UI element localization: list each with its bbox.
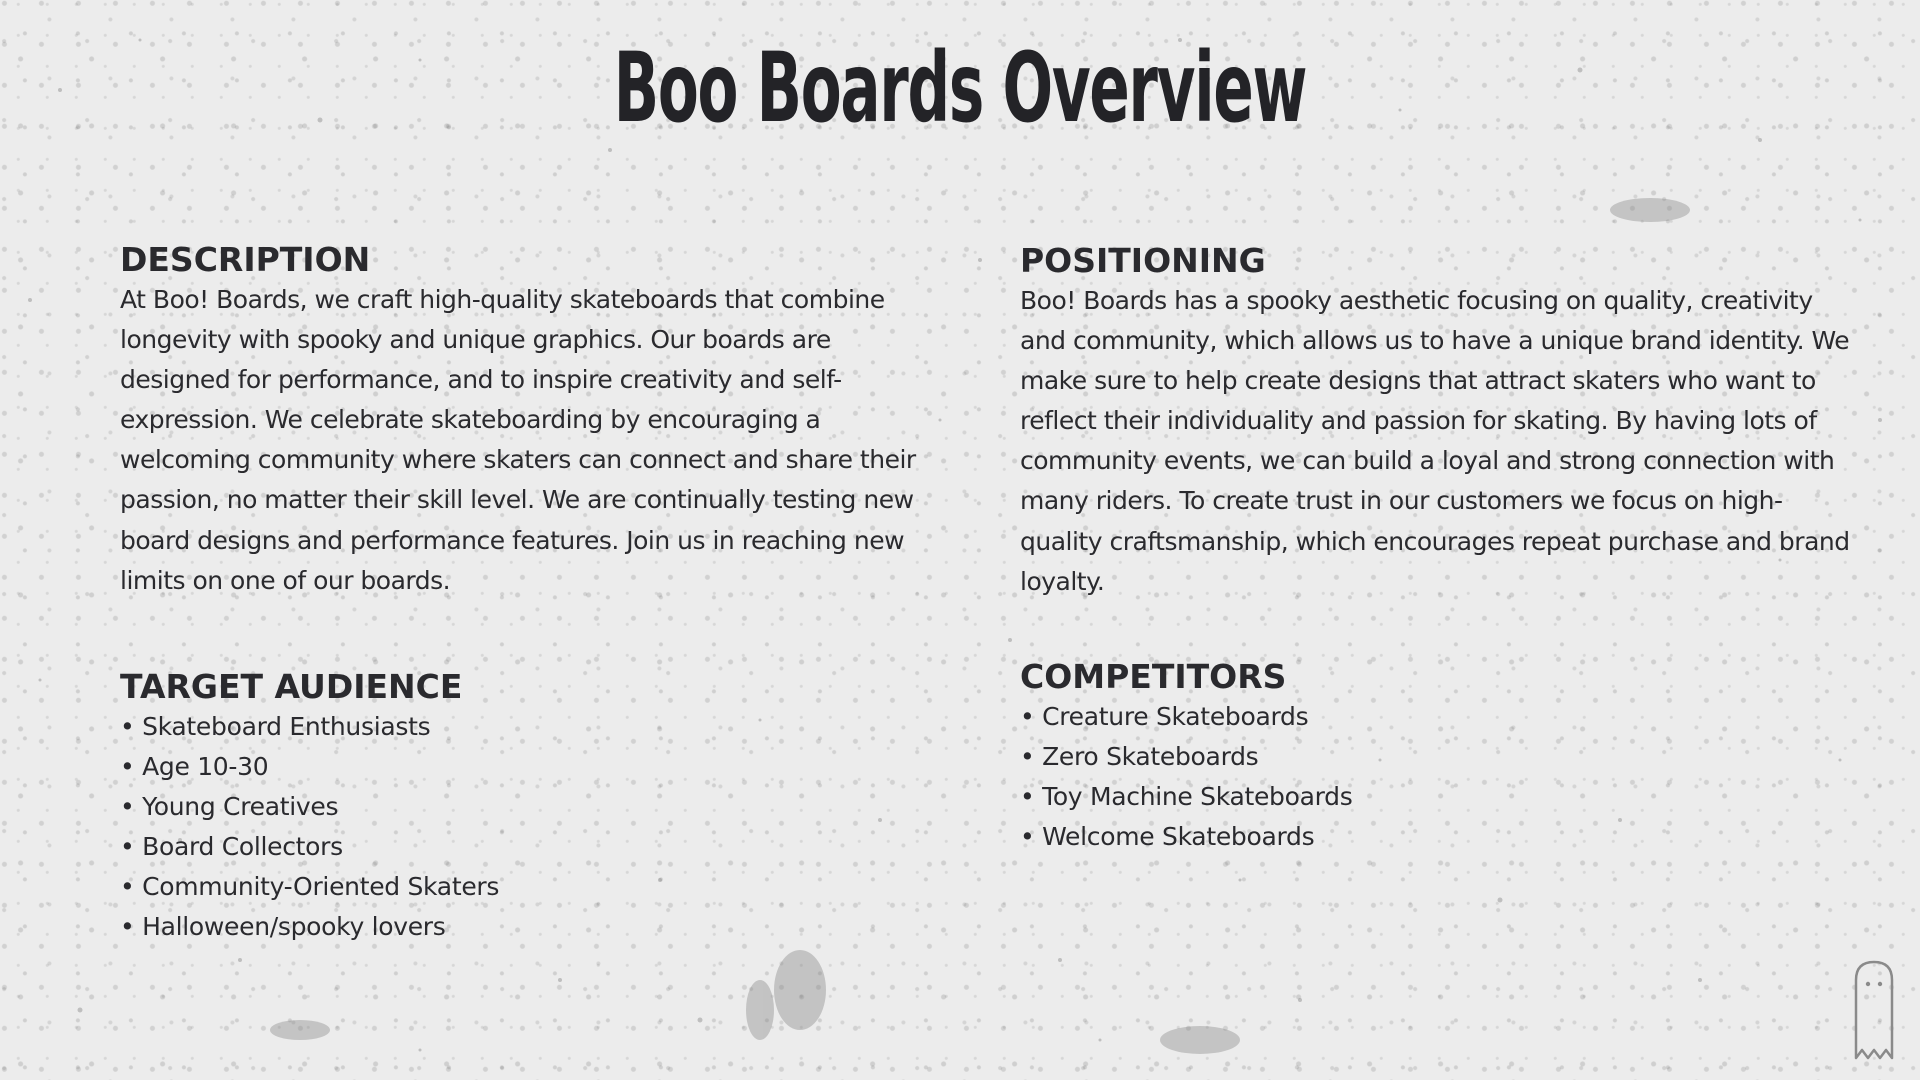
list-item: • Halloween/spooky lovers: [120, 907, 920, 947]
ghost-icon: [1852, 958, 1896, 1062]
positioning-text: Boo! Boards has a spooky aesthetic focusing on quality, creativity and community, which allows us to have a unique brand identity. We make sure to help create designs that attract skaters who want to reflect their individuality and passion for skating. By having lots of community events, we can build a loyal and strong connection with many riders. To create trust in our customers we focus on high-quality craftsmanship, which encourages repeat purchase and brand loyalty.: [1020, 286, 1850, 596]
list-item: • Age 10-30: [120, 747, 920, 787]
positioning-section: [1020, 241, 1850, 602]
list-item: • Community-Oriented Skaters: [120, 867, 920, 907]
target-audience-heading: TARGET AUDIENCE: [120, 667, 463, 706]
description-section: [120, 240, 920, 601]
list-item: • Board Collectors: [120, 827, 920, 867]
list-item: • Welcome Skateboards: [1020, 817, 1850, 857]
target-audience-section: [120, 667, 920, 947]
list-item: • Creature Skateboards: [1020, 697, 1850, 737]
list-item: • Skateboard Enthusiasts: [120, 707, 920, 747]
page-title: Boo Boards Overview: [613, 32, 1307, 144]
target-audience-list: [120, 707, 920, 947]
list-item: • Young Creatives: [120, 787, 920, 827]
description-heading: DESCRIPTION: [120, 240, 371, 279]
positioning-heading: POSITIONING: [1020, 241, 1266, 280]
competitors-list: [1020, 697, 1850, 857]
description-text: At Boo! Boards, we craft high-quality skateboards that combine longevity with spooky and unique graphics. Our boards are designed for performance, and to inspire creativity and self-expression. We celebrate skateboarding by encouraging a welcoming community where skaters can connect and share their passion, no matter their skill level. We are continually testing new board designs and performance features. Join us in reaching new limits on one of our boards.: [120, 285, 916, 595]
competitors-section: [1020, 657, 1850, 857]
list-item: • Toy Machine Skateboards: [1020, 777, 1850, 817]
competitors-heading: COMPETITORS: [1020, 657, 1287, 696]
list-item: • Zero Skateboards: [1020, 737, 1850, 777]
